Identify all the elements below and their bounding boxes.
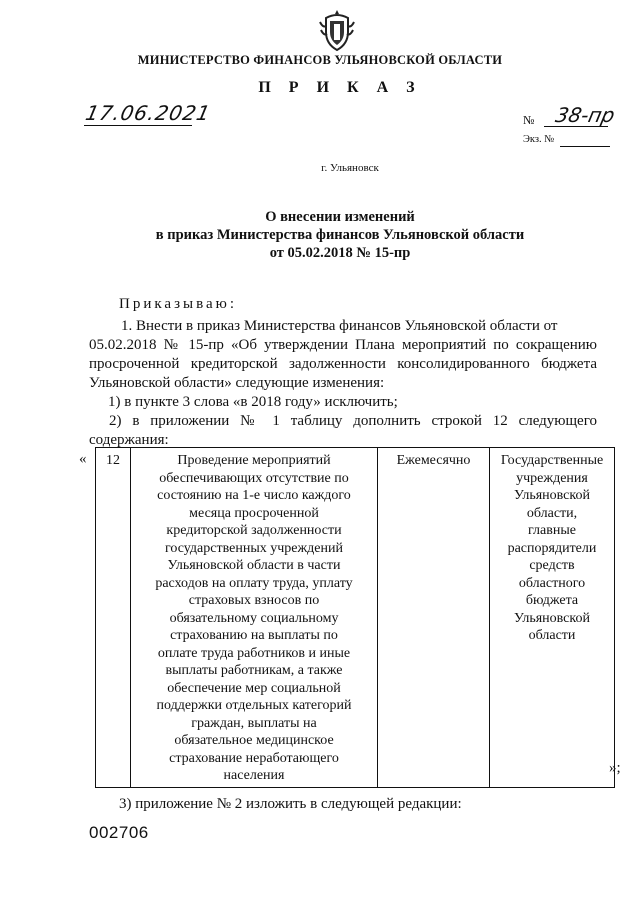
description-line: страхование неработающего xyxy=(169,750,339,766)
stamp-number: 002706 xyxy=(89,823,149,842)
description-line: Ульяновской области в части xyxy=(167,558,341,573)
description-line: кредиторской задолженности xyxy=(166,523,342,538)
copy-number-label: Экз. № xyxy=(523,134,555,145)
executor-line: Ульяновской xyxy=(514,610,590,626)
executor-line: Ульяновской xyxy=(514,488,590,503)
executor-line: области xyxy=(528,628,576,643)
description-line: государственных учреждений xyxy=(165,540,343,556)
item-2-line: 2) в приложении № 1 таблицу дополнить строкой 12 следующего xyxy=(109,413,597,429)
description-line: граждан, выплаты на xyxy=(191,715,317,731)
order-number-label: № xyxy=(523,113,535,127)
paragraph-1-line: 1. Внести в приказ Министерства финансов Ульяновской области от xyxy=(121,318,558,334)
description-line: страхованию на выплаты по xyxy=(170,628,338,643)
executor-line: главные xyxy=(528,523,576,538)
title-line: от 05.02.2018 № 15-пр xyxy=(269,245,411,261)
description-line: поддержки отдельных категорий xyxy=(156,698,352,713)
item-2-line: содержания: xyxy=(89,432,169,448)
paragraph-1-line: Ульяновской области» следующие изменения: xyxy=(89,375,385,391)
closing-quote: »; xyxy=(609,760,621,776)
table-row xyxy=(96,448,615,788)
document-title xyxy=(0,208,640,262)
executor-line: распорядители xyxy=(507,540,597,556)
paragraph-1-line: 05.02.2018 № 15-пр «Об утверждении Плана мероприятий по сокращению xyxy=(89,337,597,353)
description-line: состоянию на 1-е число каждого xyxy=(157,488,351,503)
copy-number-underline xyxy=(560,133,610,147)
item-3-text: 3) приложение № 2 изложить в следующей редакции: xyxy=(119,796,462,812)
description-line: обязательное медицинское xyxy=(174,733,334,748)
ministry-name: МИНИСТЕРСТВО ФИНАНСОВ УЛЬЯНОВСКОЙ ОБЛАСТИ xyxy=(137,53,503,67)
row-number-cell: 12 xyxy=(96,448,131,788)
description-line: обеспечивающих отсутствие по xyxy=(159,470,349,486)
executor-line: области, xyxy=(526,505,578,521)
executor-line: областного xyxy=(518,575,586,591)
description-line: расходов на оплату труда, уплату xyxy=(155,575,353,591)
description-line: обязательному социальному xyxy=(169,610,339,626)
description-line: месяца просроченной xyxy=(189,505,319,521)
description-line: Проведение мероприятий xyxy=(177,453,331,468)
city-name: г. Ульяновск xyxy=(321,162,379,174)
prikazyvayu-heading: Приказываю: xyxy=(119,296,237,312)
executor-line: Государственные xyxy=(500,453,604,468)
order-heading: П Р И К А З xyxy=(258,79,422,96)
item-1-text: 1) в пункте 3 слова «в 2018 году» исключить; xyxy=(108,394,398,410)
paragraph-1-line: просроченной кредиторской задолженности консолидированного бюджета xyxy=(89,356,597,372)
deadline-cell: Ежемесячно xyxy=(378,448,490,788)
handwritten-order-number: 38-пр xyxy=(553,103,617,127)
description-line: обеспечение мер социальной xyxy=(167,680,341,696)
title-line: в приказ Министерства финансов Ульяновской области xyxy=(155,227,525,243)
executor-line: средств xyxy=(529,558,575,573)
description-line: населения xyxy=(223,768,285,783)
opening-quote: « xyxy=(79,451,87,467)
activity-description-cell xyxy=(131,448,378,788)
executor-line: бюджета xyxy=(525,593,579,608)
description-line: выплаты работникам, а также xyxy=(165,663,343,678)
plan-table xyxy=(95,447,615,788)
executor-line: учреждения xyxy=(516,470,588,486)
title-line: О внесении изменений xyxy=(265,209,415,225)
description-line: оплате труда работников и иные xyxy=(157,645,351,661)
coat-of-arms-emblem xyxy=(318,8,356,52)
executor-cell xyxy=(490,448,615,788)
handwritten-date: 17.06.2021 xyxy=(83,101,214,125)
description-line: страховых взносов по xyxy=(188,593,320,608)
